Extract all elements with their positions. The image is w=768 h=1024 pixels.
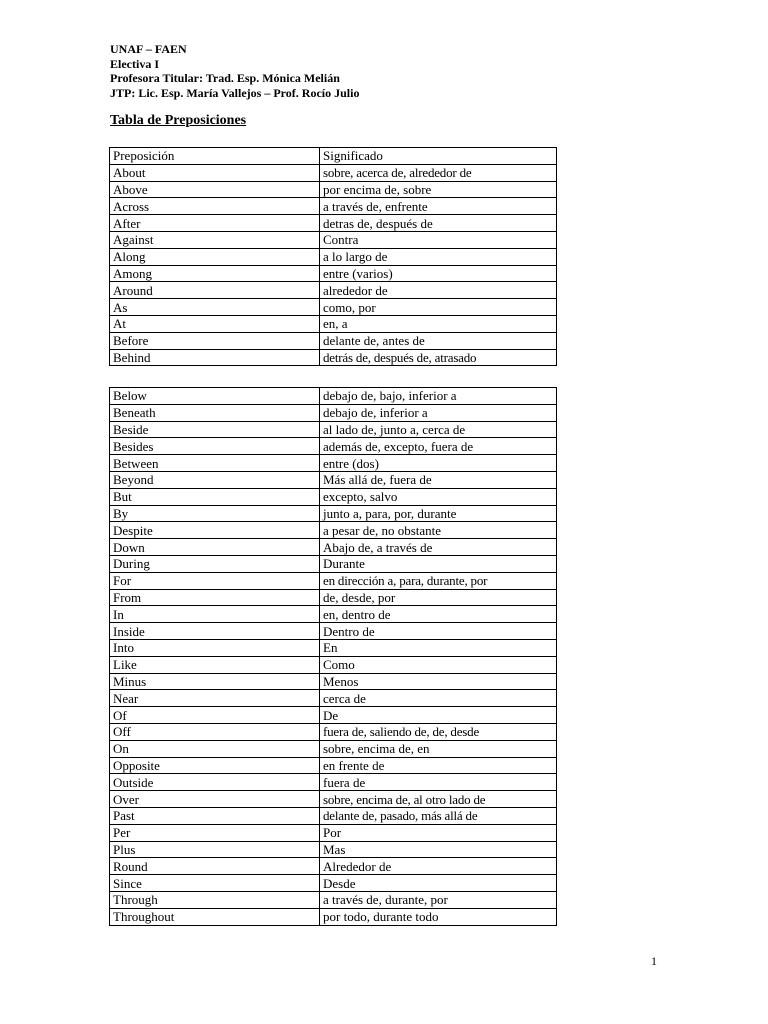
preposition-cell: Across xyxy=(110,198,320,215)
table-row xyxy=(110,875,557,892)
table-row xyxy=(110,522,557,539)
table-row xyxy=(110,265,557,282)
header-course: Electiva I xyxy=(110,56,159,71)
table-row xyxy=(110,841,557,858)
table-row xyxy=(110,505,557,522)
meaning-cell: junto a, para, por, durante xyxy=(320,505,557,522)
preposition-cell: Inside xyxy=(110,623,320,640)
table-row xyxy=(110,148,557,165)
table-row xyxy=(110,181,557,198)
preposition-cell: Against xyxy=(110,231,320,248)
meaning-cell: detrás de, después de, atrasado xyxy=(320,349,557,366)
meaning-cell: como, por xyxy=(320,299,557,316)
table-row xyxy=(110,555,557,572)
preposition-cell: Along xyxy=(110,248,320,265)
meaning-cell: delante de, antes de xyxy=(320,332,557,349)
table-row xyxy=(110,623,557,640)
preposition-cell: Opposite xyxy=(110,757,320,774)
meaning-cell: por encima de, sobre xyxy=(320,181,557,198)
header-professor: Profesora Titular: Trad. Esp. Mónica Melián xyxy=(110,71,340,85)
meaning-cell: De xyxy=(320,707,557,724)
preposition-cell: Beside xyxy=(110,421,320,438)
meaning-cell: al lado de, junto a, cerca de xyxy=(320,421,557,438)
meaning-cell: Dentro de xyxy=(320,623,557,640)
table-row xyxy=(110,673,557,690)
table-row xyxy=(110,388,557,405)
preposition-cell: About xyxy=(110,164,320,181)
meaning-cell: en, dentro de xyxy=(320,606,557,623)
table-row xyxy=(110,572,557,589)
table-row xyxy=(110,349,557,366)
table-row xyxy=(110,740,557,757)
preposition-cell: For xyxy=(110,572,320,589)
preposition-cell: Round xyxy=(110,858,320,875)
table-row xyxy=(110,589,557,606)
table-row xyxy=(110,215,557,232)
table-row xyxy=(110,656,557,673)
meaning-cell: delante de, pasado, más allá de xyxy=(320,807,557,824)
preposition-cell: Before xyxy=(110,332,320,349)
table-row xyxy=(110,858,557,875)
preposition-cell: Below xyxy=(110,388,320,405)
meaning-cell: a través de, durante, por xyxy=(320,891,557,908)
table-row xyxy=(110,198,557,215)
page-number: 1 xyxy=(651,954,657,968)
meaning-cell: Más allá de, fuera de xyxy=(320,471,557,488)
table-row xyxy=(110,639,557,656)
preposition-cell: Over xyxy=(110,791,320,808)
preposition-cell: From xyxy=(110,589,320,606)
preposition-cell: On xyxy=(110,740,320,757)
prepositions-table-2 xyxy=(109,387,557,926)
table-row xyxy=(110,807,557,824)
table-row xyxy=(110,791,557,808)
meaning-cell: Mas xyxy=(320,841,557,858)
preposition-cell: Like xyxy=(110,656,320,673)
header-jtp: JTP: Lic. Esp. María Vallejos – Prof. Rocío Julio xyxy=(110,85,360,100)
table-row xyxy=(110,332,557,349)
table-1-body xyxy=(110,148,557,366)
meaning-cell: Como xyxy=(320,656,557,673)
meaning-cell: debajo de, inferior a xyxy=(320,404,557,421)
meaning-cell: sobre, encima de, al otro lado de xyxy=(320,791,557,808)
meaning-cell: además de, excepto, fuera de xyxy=(320,438,557,455)
preposition-cell: Between xyxy=(110,455,320,472)
preposition-cell: Above xyxy=(110,181,320,198)
preposition-cell: Minus xyxy=(110,673,320,690)
table-row xyxy=(110,539,557,556)
meaning-cell: Durante xyxy=(320,555,557,572)
preposition-cell: Beyond xyxy=(110,471,320,488)
table-row xyxy=(110,824,557,841)
preposition-cell: By xyxy=(110,505,320,522)
preposition-cell: After xyxy=(110,215,320,232)
meaning-cell: por todo, durante todo xyxy=(320,908,557,925)
meaning-cell: en frente de xyxy=(320,757,557,774)
meaning-cell: detras de, después de xyxy=(320,215,557,232)
meaning-cell: a pesar de, no obstante xyxy=(320,522,557,539)
preposition-cell: Per xyxy=(110,824,320,841)
prepositions-table-1 xyxy=(109,147,557,366)
meaning-cell: fuera de xyxy=(320,774,557,791)
header-institution: UNAF – FAEN xyxy=(110,42,187,56)
table-row xyxy=(110,606,557,623)
preposition-cell: Since xyxy=(110,875,320,892)
meaning-cell: cerca de xyxy=(320,690,557,707)
meaning-cell: entre (dos) xyxy=(320,455,557,472)
preposition-cell: Into xyxy=(110,639,320,656)
table-row xyxy=(110,421,557,438)
preposition-cell: At xyxy=(110,315,320,332)
preposition-cell: Near xyxy=(110,690,320,707)
table-row xyxy=(110,231,557,248)
meaning-cell: debajo de, bajo, inferior a xyxy=(320,388,557,405)
table-row xyxy=(110,774,557,791)
table-row xyxy=(110,891,557,908)
preposition-cell: Past xyxy=(110,807,320,824)
meaning-cell: de, desde, por xyxy=(320,589,557,606)
table-row xyxy=(110,908,557,925)
meaning-cell: Significado xyxy=(320,148,557,165)
preposition-cell: Beneath xyxy=(110,404,320,421)
meaning-cell: en dirección a, para, durante, por xyxy=(320,572,557,589)
meaning-cell: Desde xyxy=(320,875,557,892)
preposition-cell: During xyxy=(110,555,320,572)
table-row xyxy=(110,282,557,299)
preposition-cell: Through xyxy=(110,891,320,908)
meaning-cell: Alrededor de xyxy=(320,858,557,875)
meaning-cell: sobre, encima de, en xyxy=(320,740,557,757)
document-header xyxy=(110,42,359,100)
meaning-cell: En xyxy=(320,639,557,656)
preposition-cell: Despite xyxy=(110,522,320,539)
preposition-cell: Preposición xyxy=(110,148,320,165)
preposition-cell: Among xyxy=(110,265,320,282)
meaning-cell: en, a xyxy=(320,315,557,332)
table-row xyxy=(110,438,557,455)
meaning-cell: entre (varios) xyxy=(320,265,557,282)
preposition-cell: Throughout xyxy=(110,908,320,925)
meaning-cell: alrededor de xyxy=(320,282,557,299)
table-row xyxy=(110,299,557,316)
meaning-cell: fuera de, saliendo de, de, desde xyxy=(320,723,557,740)
table-row xyxy=(110,315,557,332)
meaning-cell: Abajo de, a través de xyxy=(320,539,557,556)
preposition-cell: But xyxy=(110,488,320,505)
table-row xyxy=(110,404,557,421)
table-row xyxy=(110,707,557,724)
table-2-body xyxy=(110,388,557,926)
preposition-cell: As xyxy=(110,299,320,316)
meaning-cell: a través de, enfrente xyxy=(320,198,557,215)
meaning-cell: sobre, acerca de, alrededor de xyxy=(320,164,557,181)
table-row xyxy=(110,488,557,505)
meaning-cell: a lo largo de xyxy=(320,248,557,265)
preposition-cell: Behind xyxy=(110,349,320,366)
preposition-cell: Plus xyxy=(110,841,320,858)
table-row xyxy=(110,690,557,707)
meaning-cell: Menos xyxy=(320,673,557,690)
table-row xyxy=(110,757,557,774)
preposition-cell: Outside xyxy=(110,774,320,791)
preposition-cell: Down xyxy=(110,539,320,556)
table-row xyxy=(110,471,557,488)
preposition-cell: Off xyxy=(110,723,320,740)
meaning-cell: excepto, salvo xyxy=(320,488,557,505)
page-title: Tabla de Preposiciones xyxy=(110,113,247,128)
meaning-cell: Contra xyxy=(320,231,557,248)
table-row xyxy=(110,455,557,472)
table-row xyxy=(110,248,557,265)
preposition-cell: Of xyxy=(110,707,320,724)
table-row xyxy=(110,723,557,740)
meaning-cell: Por xyxy=(320,824,557,841)
preposition-cell: Besides xyxy=(110,438,320,455)
preposition-cell: Around xyxy=(110,282,320,299)
preposition-cell: In xyxy=(110,606,320,623)
table-row xyxy=(110,164,557,181)
